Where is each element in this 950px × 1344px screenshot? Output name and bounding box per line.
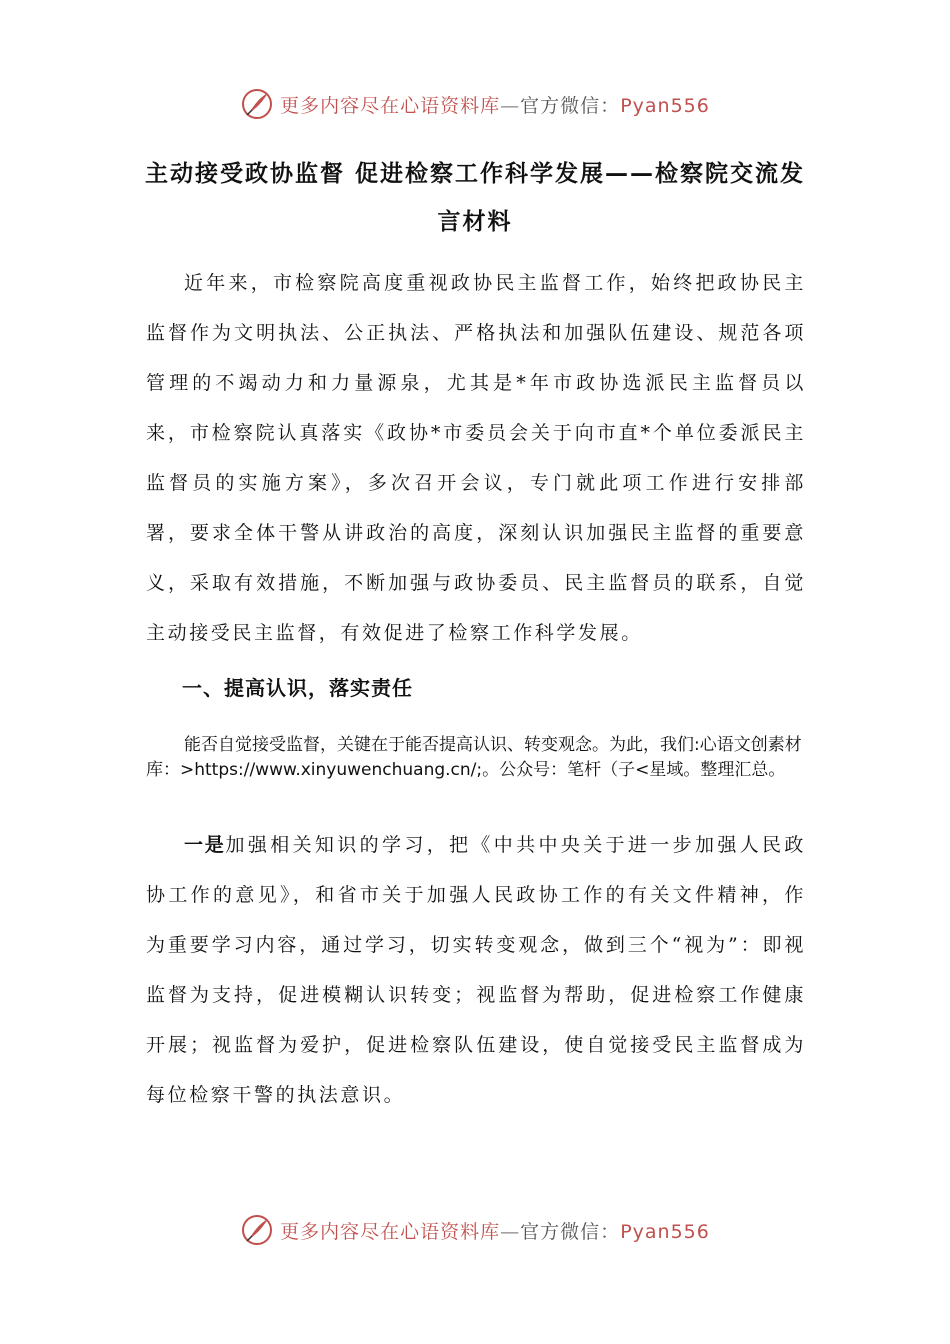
banner-wechat-label: 官方微信： (520, 1220, 621, 1243)
header-banner (0, 84, 950, 124)
banner-wechat-label: 官方微信： (520, 94, 621, 117)
banner-dash: — (500, 94, 521, 117)
point-one-body: 加强相关知识的学习，把《中共中央关于进一步加强人民政协工作的意见》，和省市关于加强人民政协工作的有关文件精神，作为重要学习内容，通过学习，切实转变观念，做到三个“视为”：即视监督为支持，促进模糊认识转变；视监督为帮助，促进检察工作健康开展；视监督为爱护，促进检察队伍建设，使自觉接受民主监督成为每位检察干警的执法意识。 (146, 834, 806, 1106)
quill-logo-icon (240, 1213, 274, 1247)
point-one-paragraph (146, 820, 806, 1120)
banner-main-text: 更多内容尽在心语资料库 (280, 1220, 501, 1243)
footer-banner (0, 1210, 950, 1250)
intro-paragraph: 近年来，市检察院高度重视政协民主监督工作，始终把政协民主监督作为文明执法、公正执法、严格执法和加强队伍建设、规范各项管理的不竭动力和力量源泉，尤其是*年市政协选派民主监督员以来，市检察院认真落实《政协*市委员会关于向市直*个单位委派民主监督员的实施方案》，多次召开会议，专门就此项工作进行安排部署，要求全体干警从讲政治的高度，深刻认识加强民主监督的重要意义，采取有效措施，不断加强与政协委员、民主监督员的联系，自觉主动接受民主监督，有效促进了检察工作科学发展。 (146, 272, 806, 644)
banner-main-text: 更多内容尽在心语资料库 (280, 94, 501, 117)
document-title: 主动接受政协监督 促进检察工作科学发展——检察院交流发言材料 (144, 161, 805, 235)
point-one-lead: 一是 (184, 834, 226, 856)
section-heading: 一、提高认识，落实责任 (182, 676, 413, 700)
section-note-paragraph: 能否自觉接受监督，关键在于能否提高认识、转变观念。为此，我们:心语文创素材库：>https://www.xinyuwenchuang.cn/;。公众号：笔杆（子<星域。整理汇总。 (146, 735, 802, 780)
banner-wechat-id: Pyan556 (620, 1220, 710, 1243)
banner-wechat-id: Pyan556 (620, 94, 710, 117)
banner-dash: — (500, 1220, 521, 1243)
quill-logo-icon (240, 87, 274, 121)
banner-text (280, 1217, 710, 1244)
banner-text (280, 91, 710, 118)
